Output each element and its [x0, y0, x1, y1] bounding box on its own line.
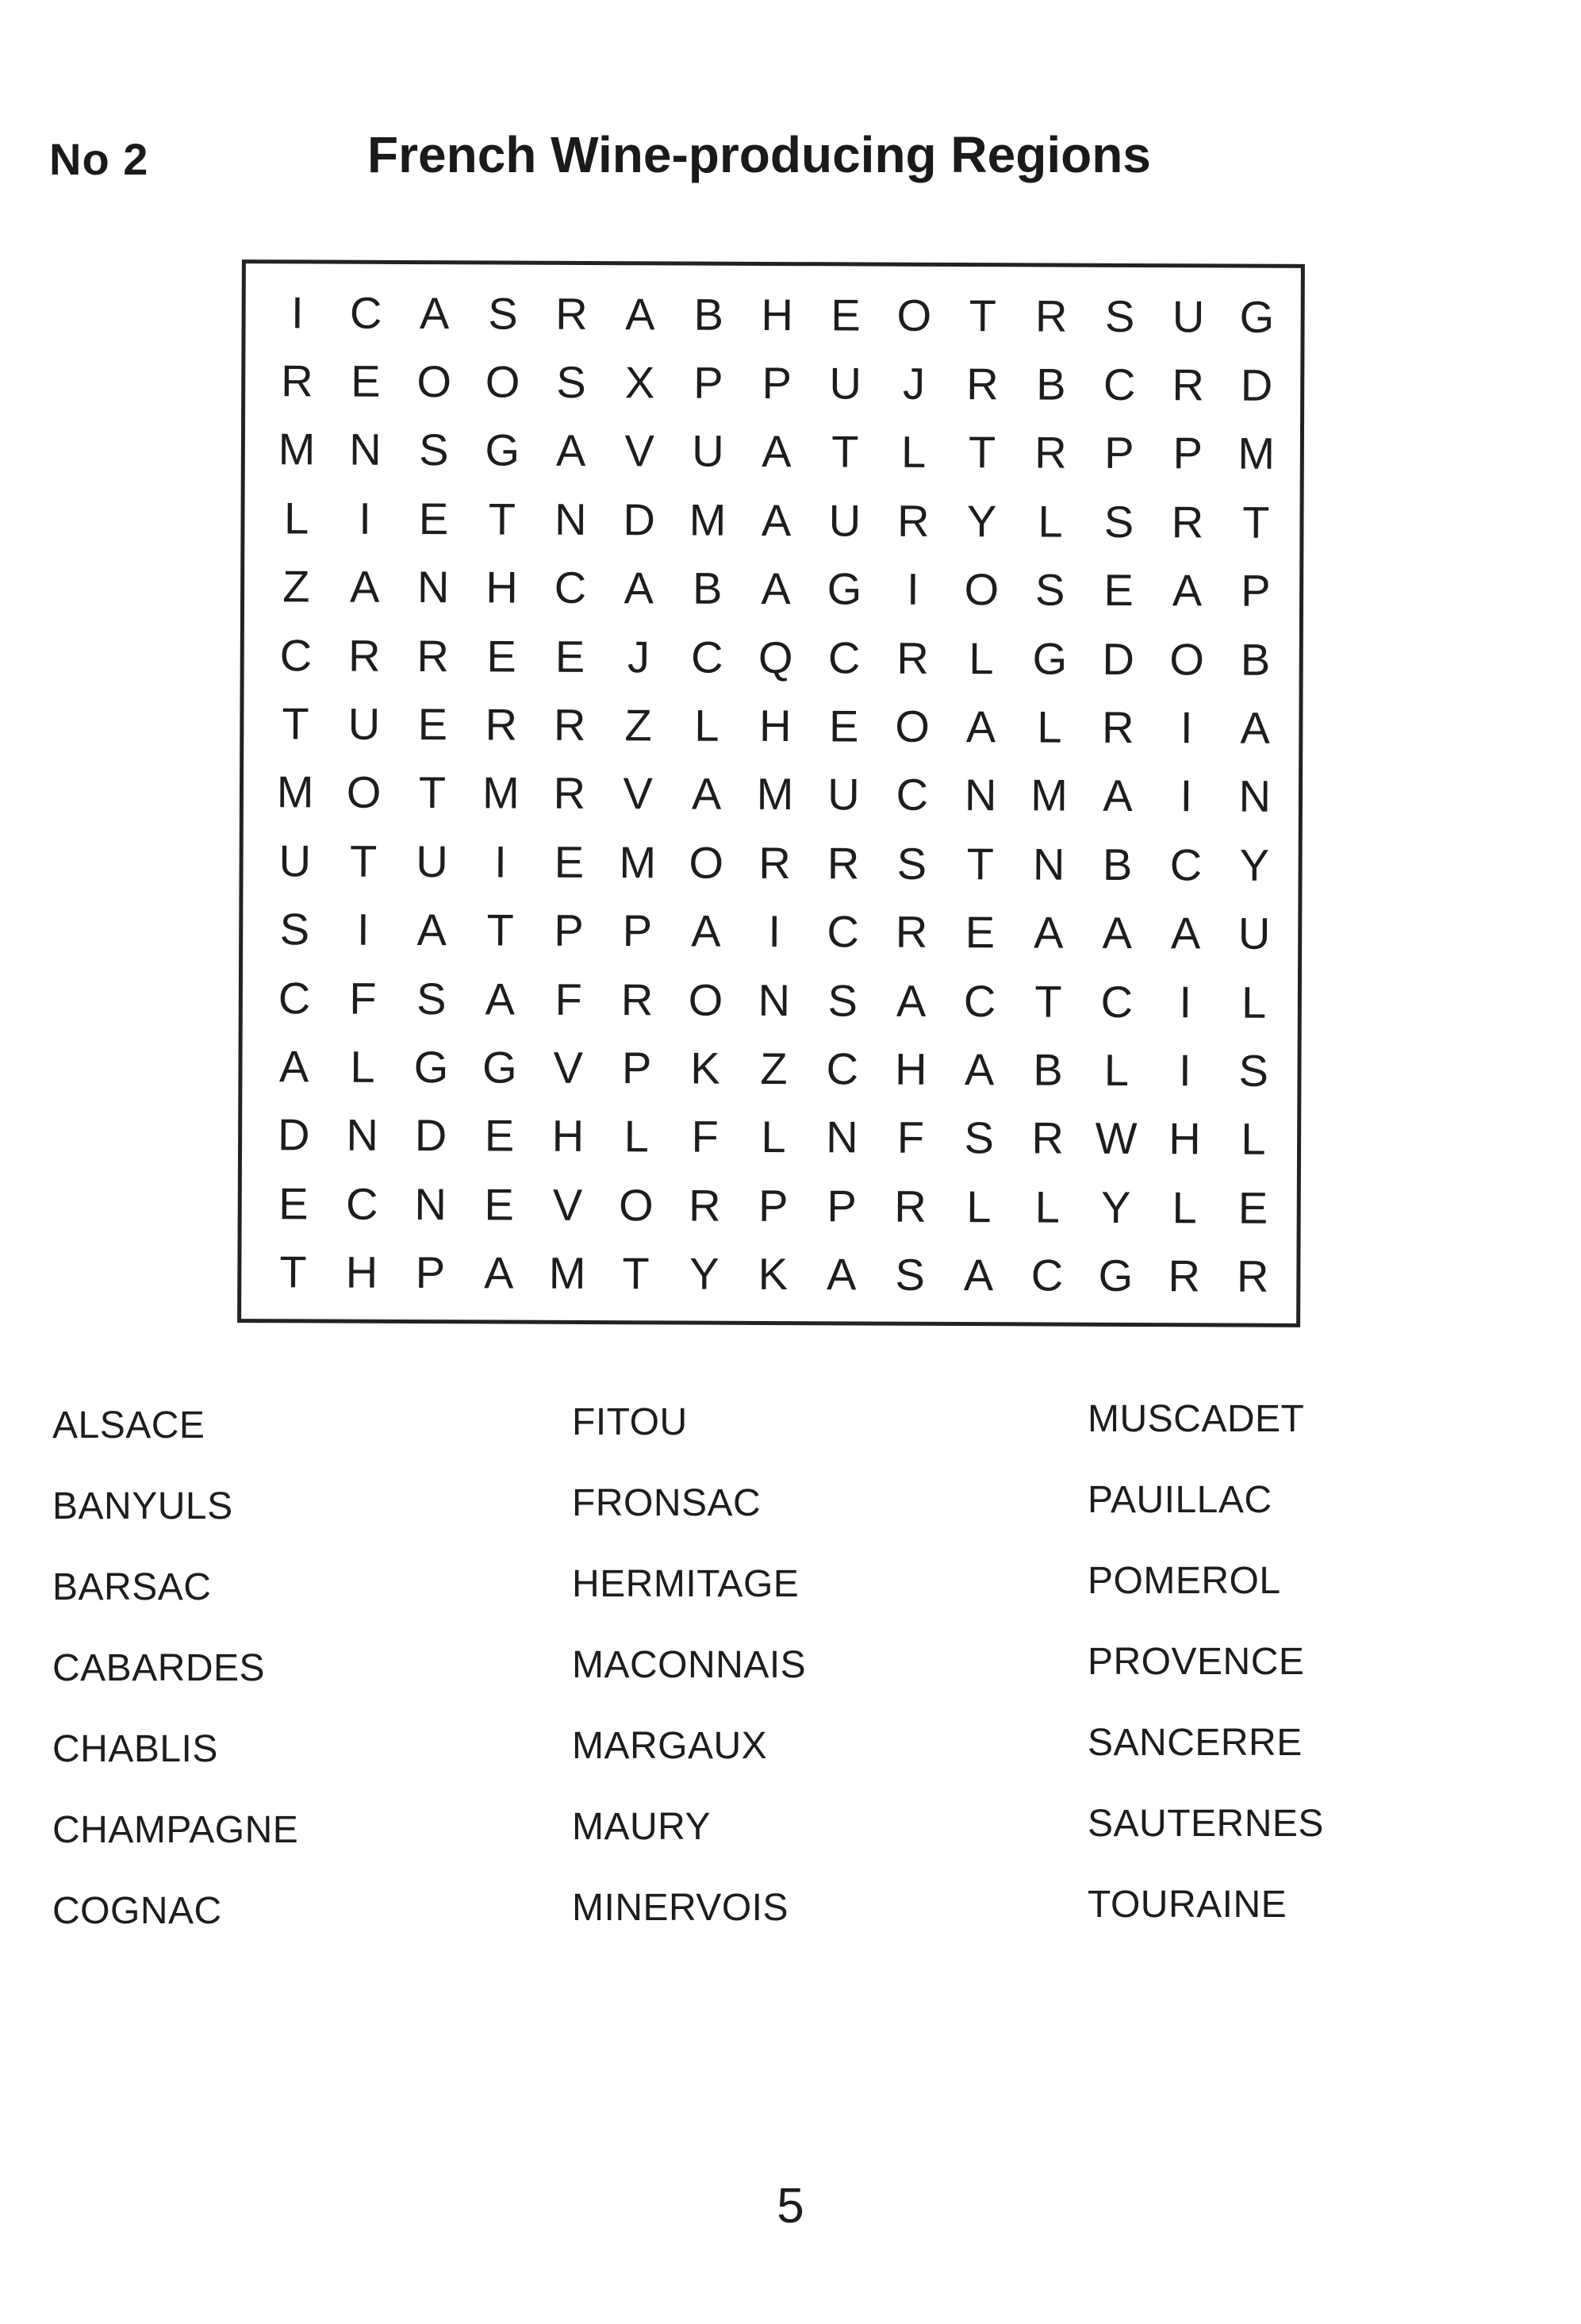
grid-cell: G — [1032, 633, 1068, 684]
grid-cell: L — [969, 632, 994, 683]
grid-cell: C — [963, 975, 996, 1026]
grid-cell: C — [345, 1178, 378, 1229]
grid-cell: A — [485, 974, 516, 1024]
grid-cell: C — [1100, 976, 1134, 1027]
grid-cell: R — [896, 632, 929, 683]
grid-cell: S — [1034, 564, 1065, 615]
grid-cell: U — [829, 358, 862, 409]
grid-cell: U — [347, 698, 381, 749]
grid-cell: R — [1034, 427, 1067, 478]
grid-cell: D — [1240, 359, 1273, 410]
grid-cell: P — [827, 1181, 857, 1231]
grid-cell: E — [965, 907, 996, 958]
grid-cell: N — [1032, 839, 1065, 889]
grid-cell: E — [484, 1179, 514, 1230]
grid-cell: O — [896, 290, 932, 340]
grid-cell: O — [1169, 633, 1205, 685]
grid-cell: P — [1241, 565, 1271, 617]
word-list-item: CABARDES — [52, 1647, 266, 1689]
word-list-item: COGNAC — [52, 1890, 222, 1932]
grid-cell: F — [691, 1112, 719, 1162]
grid-cell: D — [1102, 633, 1135, 684]
grid-cell: D — [414, 1110, 447, 1161]
puzzle-number: No 2 — [49, 134, 149, 184]
grid-cell: D — [277, 1109, 310, 1160]
word-list-column-2 — [572, 1389, 1048, 1956]
grid-cell: Z — [760, 1043, 788, 1094]
grid-cell: R — [553, 699, 586, 751]
grid-cell: M — [1238, 428, 1276, 479]
grid-cell: P — [622, 905, 653, 956]
grid-cell: R — [485, 699, 518, 750]
grid-cell: F — [349, 973, 377, 1024]
grid-cell: R — [1236, 1250, 1269, 1302]
grid-cell: I — [1180, 770, 1193, 821]
grid-cell: A — [963, 1250, 994, 1300]
grid-cell: O — [688, 974, 723, 1025]
grid-cell: C — [349, 287, 382, 338]
word-list-item: BARSAC — [52, 1566, 212, 1608]
grid-cell: A — [419, 287, 450, 338]
grid-cell: M — [619, 837, 657, 888]
grid-cell: L — [900, 427, 927, 478]
grid-cell: M — [1030, 770, 1069, 821]
word-list-item: FRONSAC — [572, 1482, 762, 1524]
grid-cell: B — [1102, 839, 1133, 889]
word-list-item: BANYULS — [52, 1485, 233, 1527]
grid-cell: S — [964, 1112, 995, 1163]
grid-cell: P — [758, 1180, 789, 1231]
grid-cell: B — [1033, 1044, 1063, 1095]
grid-cell: S — [419, 424, 449, 475]
grid-cell: Y — [1100, 1181, 1131, 1232]
grid-cell: J — [627, 631, 650, 682]
grid-cell: O — [964, 564, 1000, 615]
grid-cell: S — [488, 288, 518, 339]
grid-cell: C — [279, 629, 313, 681]
grid-cell: E — [486, 631, 516, 682]
grid-cell: R — [688, 1180, 721, 1231]
grid-cell: A — [1240, 702, 1270, 753]
word-list-item: ALSACE — [52, 1404, 205, 1446]
grid-cell: L — [1038, 496, 1063, 547]
grid-cell: E — [831, 290, 861, 340]
grid-cell: I — [1178, 1045, 1192, 1096]
grid-cell: R — [896, 495, 930, 546]
grid-cell: I — [1180, 702, 1193, 753]
grid-cell: M — [756, 769, 794, 820]
grid-cell: C — [1169, 839, 1203, 890]
grid-cell: V — [552, 1179, 583, 1230]
grid-cell: E — [418, 493, 449, 544]
word-list-item: TOURAINE — [1088, 1884, 1287, 1926]
grid-cell: Z — [282, 561, 310, 612]
grid-cell: H — [761, 289, 793, 340]
grid-cell: K — [758, 1249, 789, 1300]
grid-cell: E — [554, 836, 585, 887]
grid-cell: B — [692, 563, 723, 614]
grid-cell: N — [346, 1110, 379, 1161]
grid-cell: R — [1034, 290, 1068, 341]
grid-cell: A — [483, 1247, 514, 1298]
grid-cell: L — [694, 700, 720, 751]
grid-cell: U — [1238, 908, 1271, 959]
grid-cell: O — [895, 701, 931, 751]
grid-cell: G — [827, 563, 862, 614]
grid-cell: C — [827, 632, 861, 683]
grid-cell: A — [624, 563, 654, 613]
grid-cell: N — [758, 974, 791, 1025]
word-list-item: MUSCADET — [1088, 1398, 1305, 1440]
grid-cell: T — [1242, 497, 1270, 547]
grid-cell: R — [1101, 701, 1134, 753]
grid-cell: T — [488, 494, 516, 544]
grid-cell: O — [485, 356, 520, 407]
grid-cell: A — [965, 701, 996, 752]
word-list-item: SAUTERNES — [1088, 1803, 1324, 1845]
grid-cell: I — [494, 836, 507, 887]
grid-cell: L — [283, 493, 309, 544]
grid-cell: H — [1168, 1113, 1201, 1164]
grid-cell: R — [758, 837, 791, 888]
grid-cell: U — [1172, 290, 1205, 342]
grid-cell: M — [276, 766, 314, 817]
grid-cell: A — [761, 563, 791, 614]
grid-cell: B — [1240, 634, 1271, 685]
grid-cell: P — [1172, 428, 1203, 478]
grid-cell: P — [554, 905, 584, 956]
grid-cell: N — [964, 770, 997, 820]
grid-cell: S — [1103, 496, 1134, 547]
grid-cell: E — [351, 355, 381, 406]
grid-cell: N — [826, 1112, 858, 1162]
grid-cell: S — [896, 838, 927, 889]
grid-cell: Y — [689, 1248, 720, 1300]
grid-cell: S — [279, 904, 310, 955]
grid-cell: O — [689, 837, 724, 888]
grid-cell: E — [555, 631, 585, 682]
grid-cell: I — [907, 564, 919, 615]
grid-cell: A — [826, 1249, 857, 1300]
grid-cell: P — [1104, 428, 1134, 478]
grid-cell: E — [484, 1110, 515, 1162]
grid-cell: Q — [758, 632, 793, 682]
grid-cell: R — [895, 906, 928, 958]
grid-cell: A — [691, 905, 721, 957]
grid-cell: N — [349, 424, 382, 475]
grid-cell: L — [761, 1112, 786, 1162]
grid-cell: O — [416, 356, 452, 407]
grid-cell: B — [693, 289, 724, 340]
grid-cell: P — [621, 1043, 652, 1093]
grid-cell: H — [894, 1043, 927, 1094]
grid-cell: M — [689, 494, 727, 545]
grid-cell: E — [1103, 565, 1134, 616]
grid-cell: A — [1172, 565, 1203, 616]
grid-cell: E — [417, 699, 448, 750]
grid-cell: E — [278, 1178, 309, 1229]
grid-cell: M — [482, 767, 520, 819]
grid-cell: I — [356, 905, 370, 955]
grid-cell: A — [1170, 908, 1201, 958]
grid-cell: R — [1031, 1112, 1065, 1164]
grid-cell: R — [1168, 1250, 1201, 1301]
grid-cell: R — [347, 630, 381, 681]
grid-cell: A — [416, 905, 447, 955]
grid-cell: S — [416, 973, 447, 1024]
grid-cell: L — [1103, 1044, 1130, 1096]
grid-cell: L — [624, 1111, 650, 1162]
grid-cell: A — [896, 975, 927, 1026]
grid-cell: B — [1036, 359, 1066, 409]
grid-cell: C — [690, 632, 723, 682]
grid-cell: Y — [1239, 839, 1270, 890]
grid-cell: C — [827, 906, 859, 957]
grid-cell: G — [482, 1042, 517, 1093]
grid-cell: R — [620, 974, 654, 1025]
grid-cell: D — [623, 494, 656, 545]
grid-cell: C — [1030, 1250, 1064, 1300]
grid-cell: K — [690, 1043, 720, 1093]
grid-cell: N — [1238, 771, 1272, 822]
grid-cell: U — [278, 835, 312, 886]
grid-cell: S — [895, 1249, 925, 1300]
grid-cell: E — [1238, 1182, 1268, 1233]
grid-cell: R — [1171, 497, 1204, 547]
grid-cell: T — [418, 767, 447, 818]
grid-cell: T — [622, 1248, 650, 1299]
grid-cell: V — [624, 425, 654, 476]
grid-cell: R — [966, 359, 999, 409]
grid-cell: Y — [966, 495, 997, 547]
grid-cell: A — [349, 561, 380, 613]
grid-cell: R — [894, 1181, 927, 1231]
grid-cell: C — [896, 770, 929, 820]
grid-cell: R — [416, 630, 450, 681]
grid-cell: S — [1104, 290, 1135, 341]
grid-cell: I — [290, 287, 304, 338]
grid-cell: V — [553, 1042, 584, 1093]
word-list-item: PAUILLAC — [1088, 1479, 1272, 1521]
grid-cell: A — [625, 288, 655, 340]
word-list-item: SANCERRE — [1088, 1722, 1303, 1764]
grid-cell: I — [768, 906, 781, 957]
grid-cell: S — [827, 975, 858, 1026]
grid-cell: W — [1095, 1113, 1138, 1164]
grid-cell: L — [1241, 977, 1267, 1028]
word-list-item: CHAMPAGNE — [52, 1809, 299, 1851]
grid-cell: U — [692, 426, 724, 477]
grid-cell: A — [278, 1041, 309, 1092]
grid-cell: M — [548, 1248, 586, 1299]
grid-cell: H — [759, 701, 792, 751]
grid-cell: L — [1034, 1181, 1061, 1232]
grid-cell: T — [969, 290, 997, 340]
grid-cell: C — [278, 972, 311, 1024]
grid-cell: F — [896, 1112, 925, 1163]
word-list-item: HERMITAGE — [572, 1563, 800, 1605]
grid-cell: A — [1103, 770, 1133, 821]
grid-cell: O — [619, 1180, 654, 1231]
grid-cell: N — [554, 494, 587, 544]
grid-cell: A — [762, 426, 792, 477]
page-number: 5 — [777, 2179, 804, 2234]
grid-cell: T — [282, 698, 309, 749]
grid-cell: T — [1034, 976, 1062, 1027]
word-list-item: CHABLIS — [52, 1728, 218, 1770]
grid-cell: R — [553, 768, 586, 819]
word-list-column-1 — [52, 1392, 528, 1959]
grid-cell: U — [828, 495, 861, 546]
grid-cell: T — [279, 1247, 307, 1297]
grid-cell: S — [1238, 1045, 1269, 1096]
grid-cell: P — [762, 358, 792, 409]
grid-cell: H — [485, 562, 518, 613]
grid-cell: V — [623, 768, 654, 819]
grid-cell: M — [278, 424, 316, 474]
grid-cell: A — [691, 769, 722, 820]
grid-cell: R — [555, 288, 588, 339]
grid-cell: Z — [624, 700, 652, 751]
grid-cell: A — [964, 1044, 995, 1095]
word-list — [52, 1392, 1496, 1996]
grid-cell: O — [346, 767, 382, 818]
grid-cell: A — [761, 494, 792, 545]
grid-cell: T — [831, 426, 859, 477]
grid-cell: L — [1241, 1114, 1266, 1165]
grid-cell: T — [966, 838, 995, 889]
word-list-item: MAURY — [572, 1806, 711, 1848]
word-list-column-3 — [1088, 1386, 1564, 1953]
grid-cell: G — [1098, 1250, 1134, 1301]
word-list-item: FITOU — [572, 1401, 688, 1443]
word-search-grid — [259, 278, 1291, 1311]
grid-cell: L — [1037, 701, 1062, 752]
grid-cell: T — [349, 835, 378, 886]
grid-cell: I — [359, 493, 372, 544]
grid-cell: I — [1179, 976, 1192, 1028]
grid-cell: L — [966, 1181, 992, 1232]
grid-cell: U — [416, 835, 448, 887]
grid-cell: N — [414, 1178, 447, 1230]
grid-cell: E — [828, 701, 859, 751]
word-list-item: MACONNAIS — [572, 1644, 807, 1686]
grid-cell: P — [693, 357, 723, 408]
grid-cell: L — [1172, 1182, 1197, 1233]
grid-cell: H — [345, 1247, 378, 1298]
grid-cell: L — [350, 1041, 375, 1092]
grid-cell: C — [826, 1043, 859, 1094]
word-list-item: PROVENCE — [1088, 1641, 1305, 1683]
grid-cell: U — [827, 769, 860, 820]
grid-cell: F — [555, 974, 582, 1024]
grid-cell: S — [556, 356, 586, 408]
word-list-item: MARGAUX — [572, 1725, 768, 1767]
grid-cell: X — [624, 357, 655, 408]
grid-cell: T — [968, 427, 996, 478]
word-search-grid-frame — [237, 259, 1305, 1327]
grid-cell: R — [281, 355, 313, 406]
grid-cell: A — [1034, 907, 1064, 958]
grid-cell: R — [1172, 359, 1204, 410]
word-list-item: MINERVOIS — [572, 1887, 789, 1929]
grid-cell: G — [1239, 291, 1275, 342]
grid-cell: A — [555, 425, 586, 476]
grid-cell: G — [413, 1042, 449, 1093]
word-list-item: POMEROL — [1088, 1560, 1281, 1602]
grid-cell: R — [827, 838, 860, 889]
grid-cell: J — [902, 358, 926, 409]
grid-cell: C — [1103, 359, 1136, 410]
grid-cell: G — [485, 424, 520, 476]
grid-cell: C — [554, 563, 587, 613]
grid-cell: P — [415, 1247, 446, 1298]
grid-cell: T — [486, 905, 514, 955]
grid-cell: H — [551, 1111, 585, 1162]
puzzle-title: French Wine-producing Regions — [367, 126, 1151, 183]
grid-cell: A — [1102, 908, 1133, 958]
grid-cell: N — [416, 562, 450, 613]
